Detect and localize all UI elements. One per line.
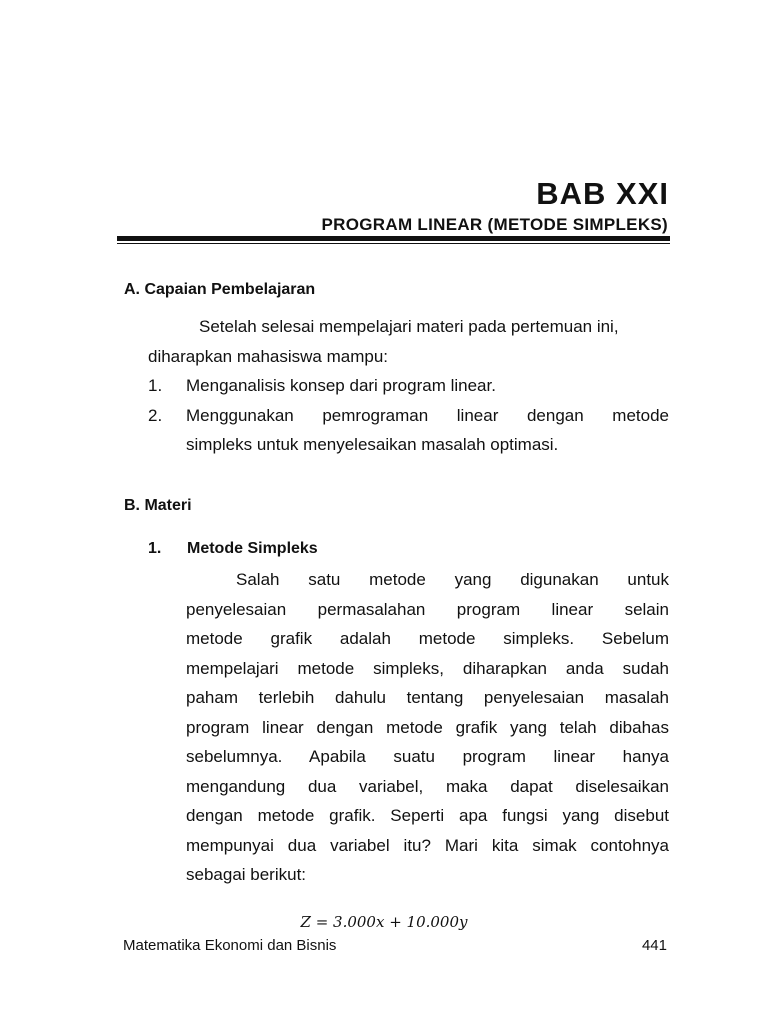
list-item-text: Menggunakan pemrograman linear dengan metode	[186, 406, 669, 425]
paragraph-line: mempelajari metode simpleks, diharapkan anda sudah	[186, 659, 669, 678]
section-b-heading: B. Materi	[124, 497, 192, 514]
paragraph-line: mengandung dua variabel, maka dapat diselesaikan	[186, 777, 669, 796]
paragraph-line: metode grafik adalah metode simpleks. Sebelum	[186, 629, 669, 648]
header-rule-thick	[117, 236, 670, 241]
section-a-heading: A. Capaian Pembelajaran	[124, 281, 316, 298]
paragraph-line: paham terlebih dahulu tentang penyelesaian masalah	[186, 688, 669, 707]
paragraph-line: dengan metode grafik. Seperti apa fungsi yang disebut	[186, 806, 669, 825]
list-item-number: 2.	[148, 406, 163, 425]
section-a-intro-line1: Setelah selesai mempelajari materi pada pertemuan ini,	[199, 317, 619, 336]
paragraph-line: Salah satu metode yang digunakan untuk	[236, 570, 669, 589]
paragraph-line: mempunyai dua variabel itu? Mari kita simak contohnya	[186, 836, 669, 855]
list-item-text: simpleks untuk menyelesaikan masalah optimasi.	[186, 435, 559, 454]
objective-equation: Z = 3.000x + 10.000y	[300, 913, 468, 931]
paragraph-line: penyelesaian permasalahan program linear selain	[186, 600, 669, 619]
footer-page-number: 441	[641, 937, 667, 954]
chapter-number: BAB XXI	[536, 176, 669, 211]
chapter-title: PROGRAM LINEAR (METODE SIMPLEKS)	[321, 215, 668, 234]
header-rule-thin	[117, 243, 670, 244]
paragraph-line: sebelumnya. Apabila suatu program linear hanya	[186, 747, 669, 766]
footer-book-title: Matematika Ekonomi dan Bisnis	[123, 937, 337, 954]
section-a-intro-line2: diharapkan mahasiswa mampu:	[148, 347, 389, 366]
list-item-text: Menganalisis konsep dari program linear.	[186, 376, 496, 395]
subsection-number: 1.	[148, 540, 162, 557]
subsection-title: Metode Simpleks	[187, 540, 318, 557]
paragraph-line: program linear dengan metode grafik yang telah dibahas	[186, 718, 669, 737]
paragraph-line: sebagai berikut:	[186, 865, 307, 884]
list-item-number: 1.	[148, 376, 163, 395]
